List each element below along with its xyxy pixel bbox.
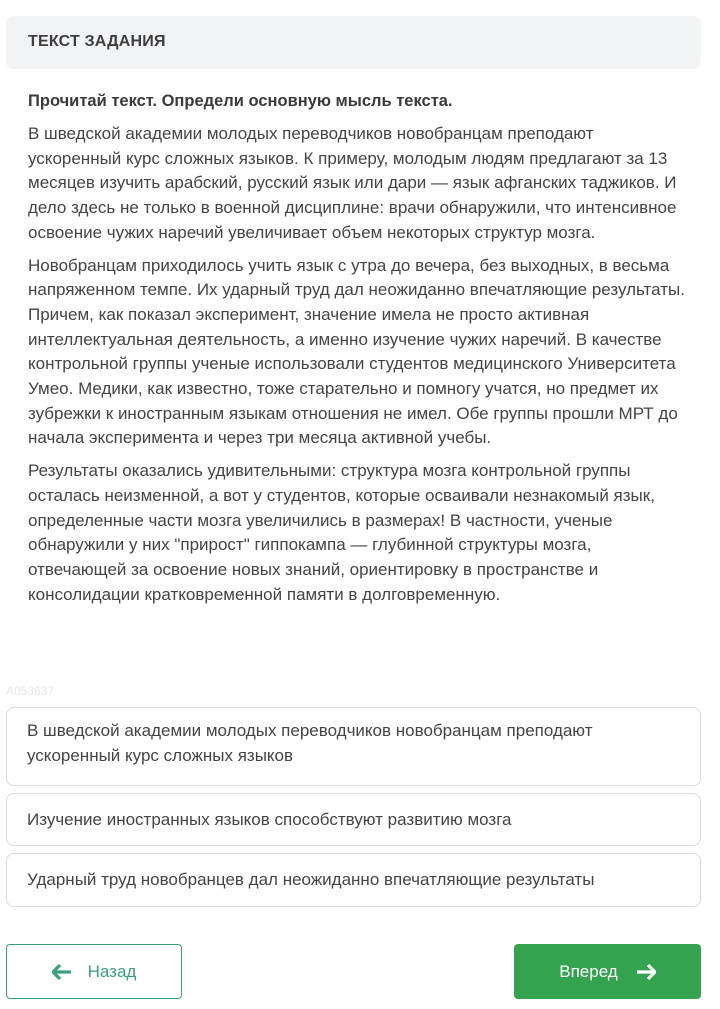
task-header — [6, 16, 701, 69]
next-button[interactable] — [514, 944, 701, 999]
answer-options — [6, 707, 701, 914]
text-paragraph-3: Результаты оказались удивительными: структура мозга контрольной группы осталась неизменной, а вот у студентов, которые осваивали незнакомый язык, определенные части мозга увеличились в размерах! В частности, ученые обнаружили у них "прирост" гиппокампа — глубинной структуры мозга, отвечающей за освоение новых знаний, ориентировку в пространстве и консолидации кратковременной памяти в долговременную. — [28, 461, 655, 604]
answer-option-1[interactable]: В шведской академии молодых переводчиков новобранцам преподают ускоренный курс сложных языков — [6, 707, 701, 786]
arrow-right-icon — [636, 964, 656, 980]
watermark-code: A053637 — [6, 684, 55, 698]
arrow-left-icon — [52, 964, 72, 980]
task-instruction: Прочитай текст. Определи основную мысль текста. — [28, 92, 453, 110]
answer-option-3[interactable]: Ударный труд новобранцев дал неожиданно впечатляющие результаты — [6, 853, 701, 907]
text-paragraph-1: В шведской академии молодых переводчиков новобранцам преподают ускоренный курс сложных языков. К примеру, молодым людям предлагают за 13 месяцев изучить арабский, русский язык или дари — язык афганских таджиков. И дело здесь не только в военной дисциплине: врачи обнаружили, что интенсивное освоение чужих наречий увеличивает объем некоторых структур мозга. — [28, 124, 677, 242]
text-paragraph-2: Новобранцам приходилось учить язык с утра до вечера, без выходных, в весьма напряженном темпе. Их ударный труд дал неожиданно впечатляющие результаты. Причем, как показал эксперимент, значение имела не просто активная интеллектуальная деятельность, а именно изучение чужих наречий. В качестве контрольной группы ученые использовали студентов медицинского Университета Умео. Медики, как известно, тоже старательно и помногу учатся, но предмет их зубрежки к иностранным языкам отношения не имел. Обе группы прошли МРТ до начала эксперимента и через три месяца активной учебы. — [28, 255, 685, 448]
task-header-title: ТЕКСТ ЗАДАНИЯ — [28, 33, 166, 50]
answer-option-2[interactable]: Изучение иностранных языков способствуют развитию мозга — [6, 793, 701, 846]
back-button[interactable] — [6, 944, 182, 999]
back-button-label: Назад — [87, 961, 137, 981]
task-content — [28, 90, 688, 615]
next-button-label: Вперед — [559, 961, 618, 981]
